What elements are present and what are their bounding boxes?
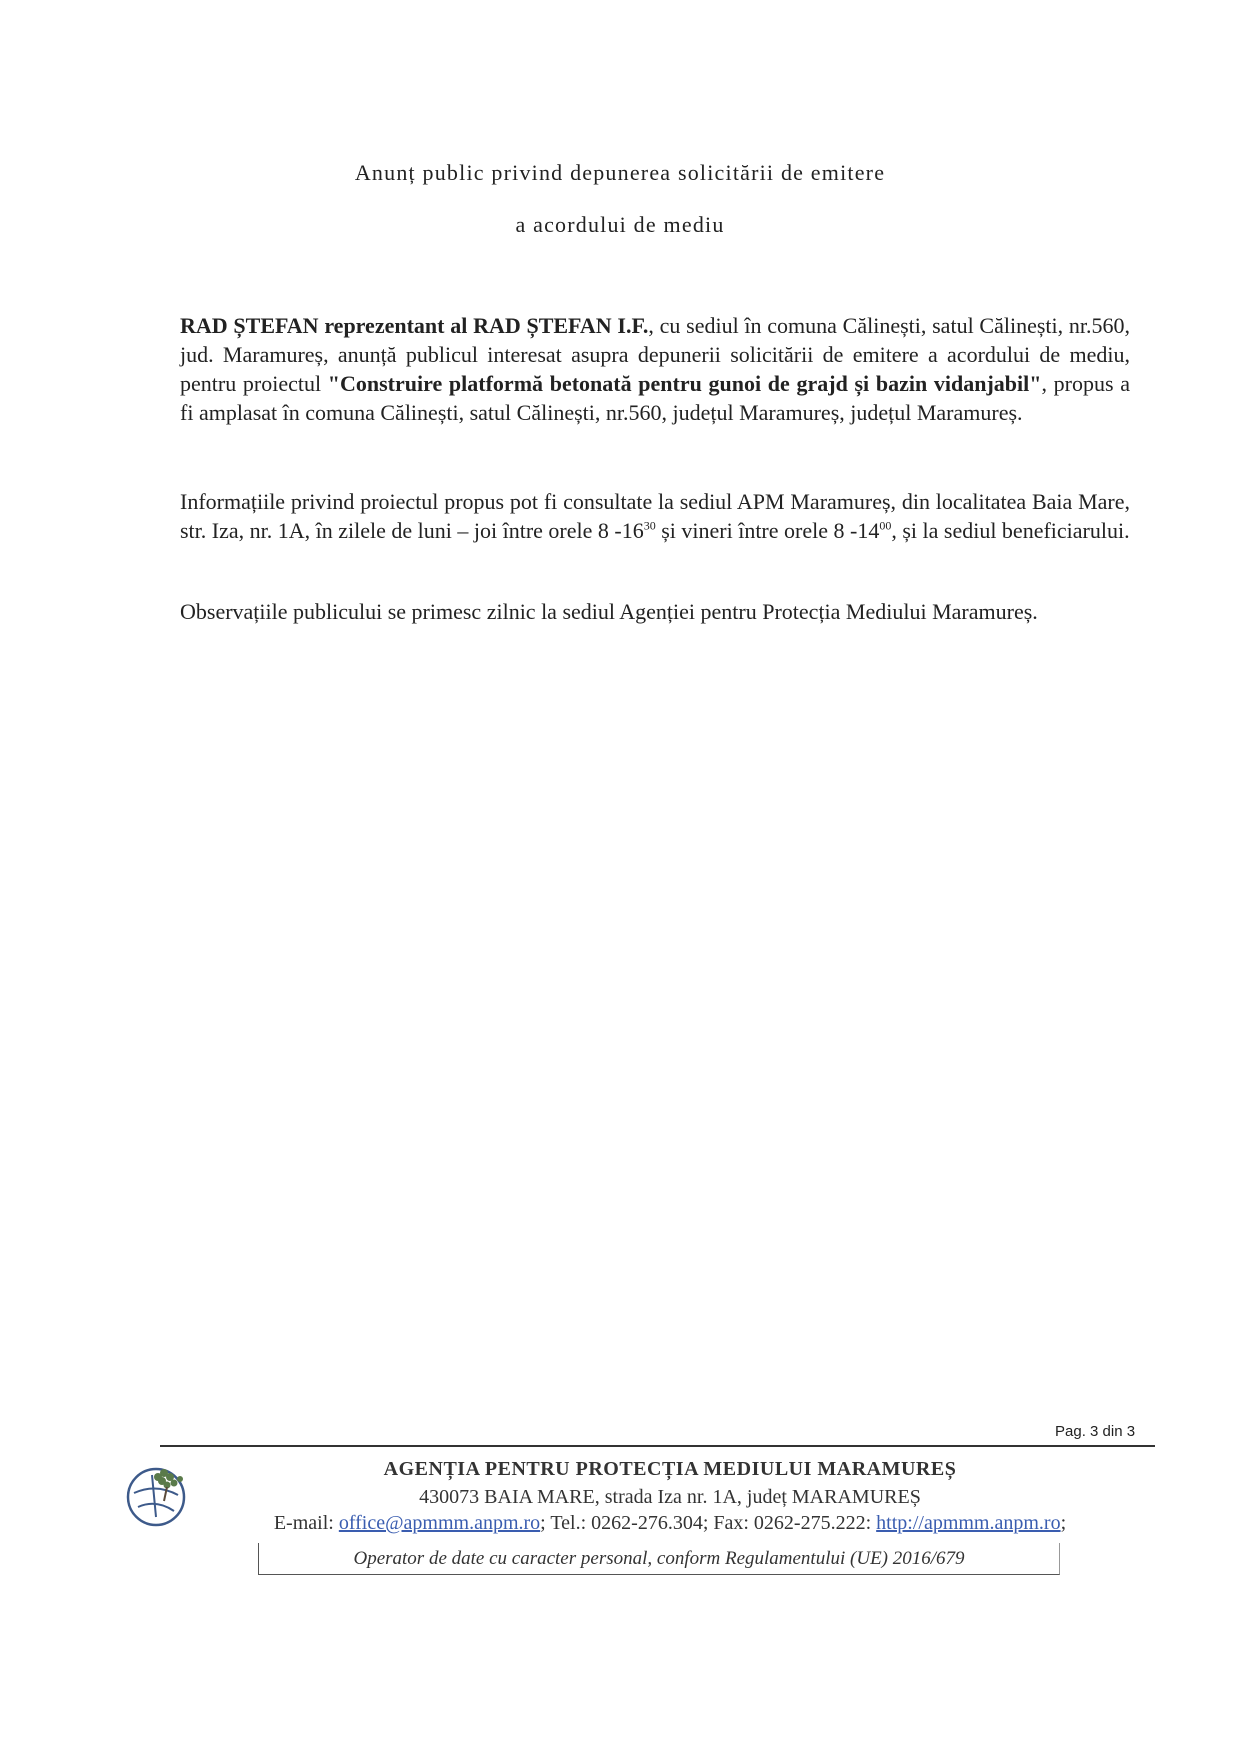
heading-line-2: a acordului de mediu	[515, 212, 725, 237]
paragraph-announcement	[180, 311, 1130, 427]
email-label: E-mail:	[273, 1512, 339, 1534]
location-text: , propus a fi amplasat în comuna Călinești, satul Călinești, nr.560, județul Maramureș, județul Maramureș.	[180, 371, 1131, 425]
info-text-3: , și la sediul beneficiarului.	[891, 518, 1130, 543]
agency-logo-icon	[120, 1455, 200, 1535]
footer-divider	[160, 1445, 1155, 1447]
hours-superscript-1: 30	[643, 518, 656, 533]
footer-address: 430073 BAIA MARE, strada Iza nr. 1A, județ MARAMUREȘ	[419, 1486, 921, 1508]
project-title: "Construire platformă betonată pentru gunoi de grajd și bazin vidanjabil"	[327, 371, 1042, 396]
email-link[interactable]: office@apmmm.anpm.ro	[338, 1512, 541, 1534]
paragraph-information	[180, 487, 1130, 545]
announcement-text: , cu sediul în comuna Călinești, satul Călinești, nr.560, jud. Maramureș, anunță publicul interesat asupra depunerii solicitării de emitere a acordului de mediu, pentru proiectul	[180, 313, 1130, 396]
paragraph-observations: Observațiile publicului se primesc zilnic la sediul Agenției pentru Protecția Mediului Maramureș.	[180, 599, 1038, 624]
phone-fax: ; Tel.: 0262-276.304; Fax: 0262-275.222:	[540, 1512, 877, 1534]
footer-contacts	[200, 1512, 1140, 1535]
heading-line-1: Anunț public privind depunerea solicitării de emitere	[354, 160, 886, 185]
info-text-1: Informațiile privind proiectul propus pot fi consultate la sediul APM Maramureș, din localitatea Baia Mare, str. Iza, nr. 1A, în zilele de luni – joi între orele 8 -16	[180, 489, 1130, 543]
website-link[interactable]: http://apmmm.anpm.ro	[876, 1512, 1061, 1534]
operator-note-box: Operator de date cu caracter personal, conform Regulamentului (UE) 2016/679	[258, 1543, 1060, 1575]
agency-logo-graphic	[120, 1455, 200, 1535]
applicant-name: RAD ȘTEFAN reprezentant al RAD ȘTEFAN I.F.	[180, 313, 649, 338]
page-number: Pag. 3 din 3	[1055, 1423, 1136, 1440]
info-text-2: și vineri între orele 8 -14	[655, 518, 880, 543]
footer-agency-name: AGENȚIA PENTRU PROTECȚIA MEDIULUI MARAMUREȘ	[383, 1458, 957, 1480]
hours-superscript-2: 00	[879, 518, 892, 533]
website-suffix: ;	[1060, 1512, 1067, 1534]
